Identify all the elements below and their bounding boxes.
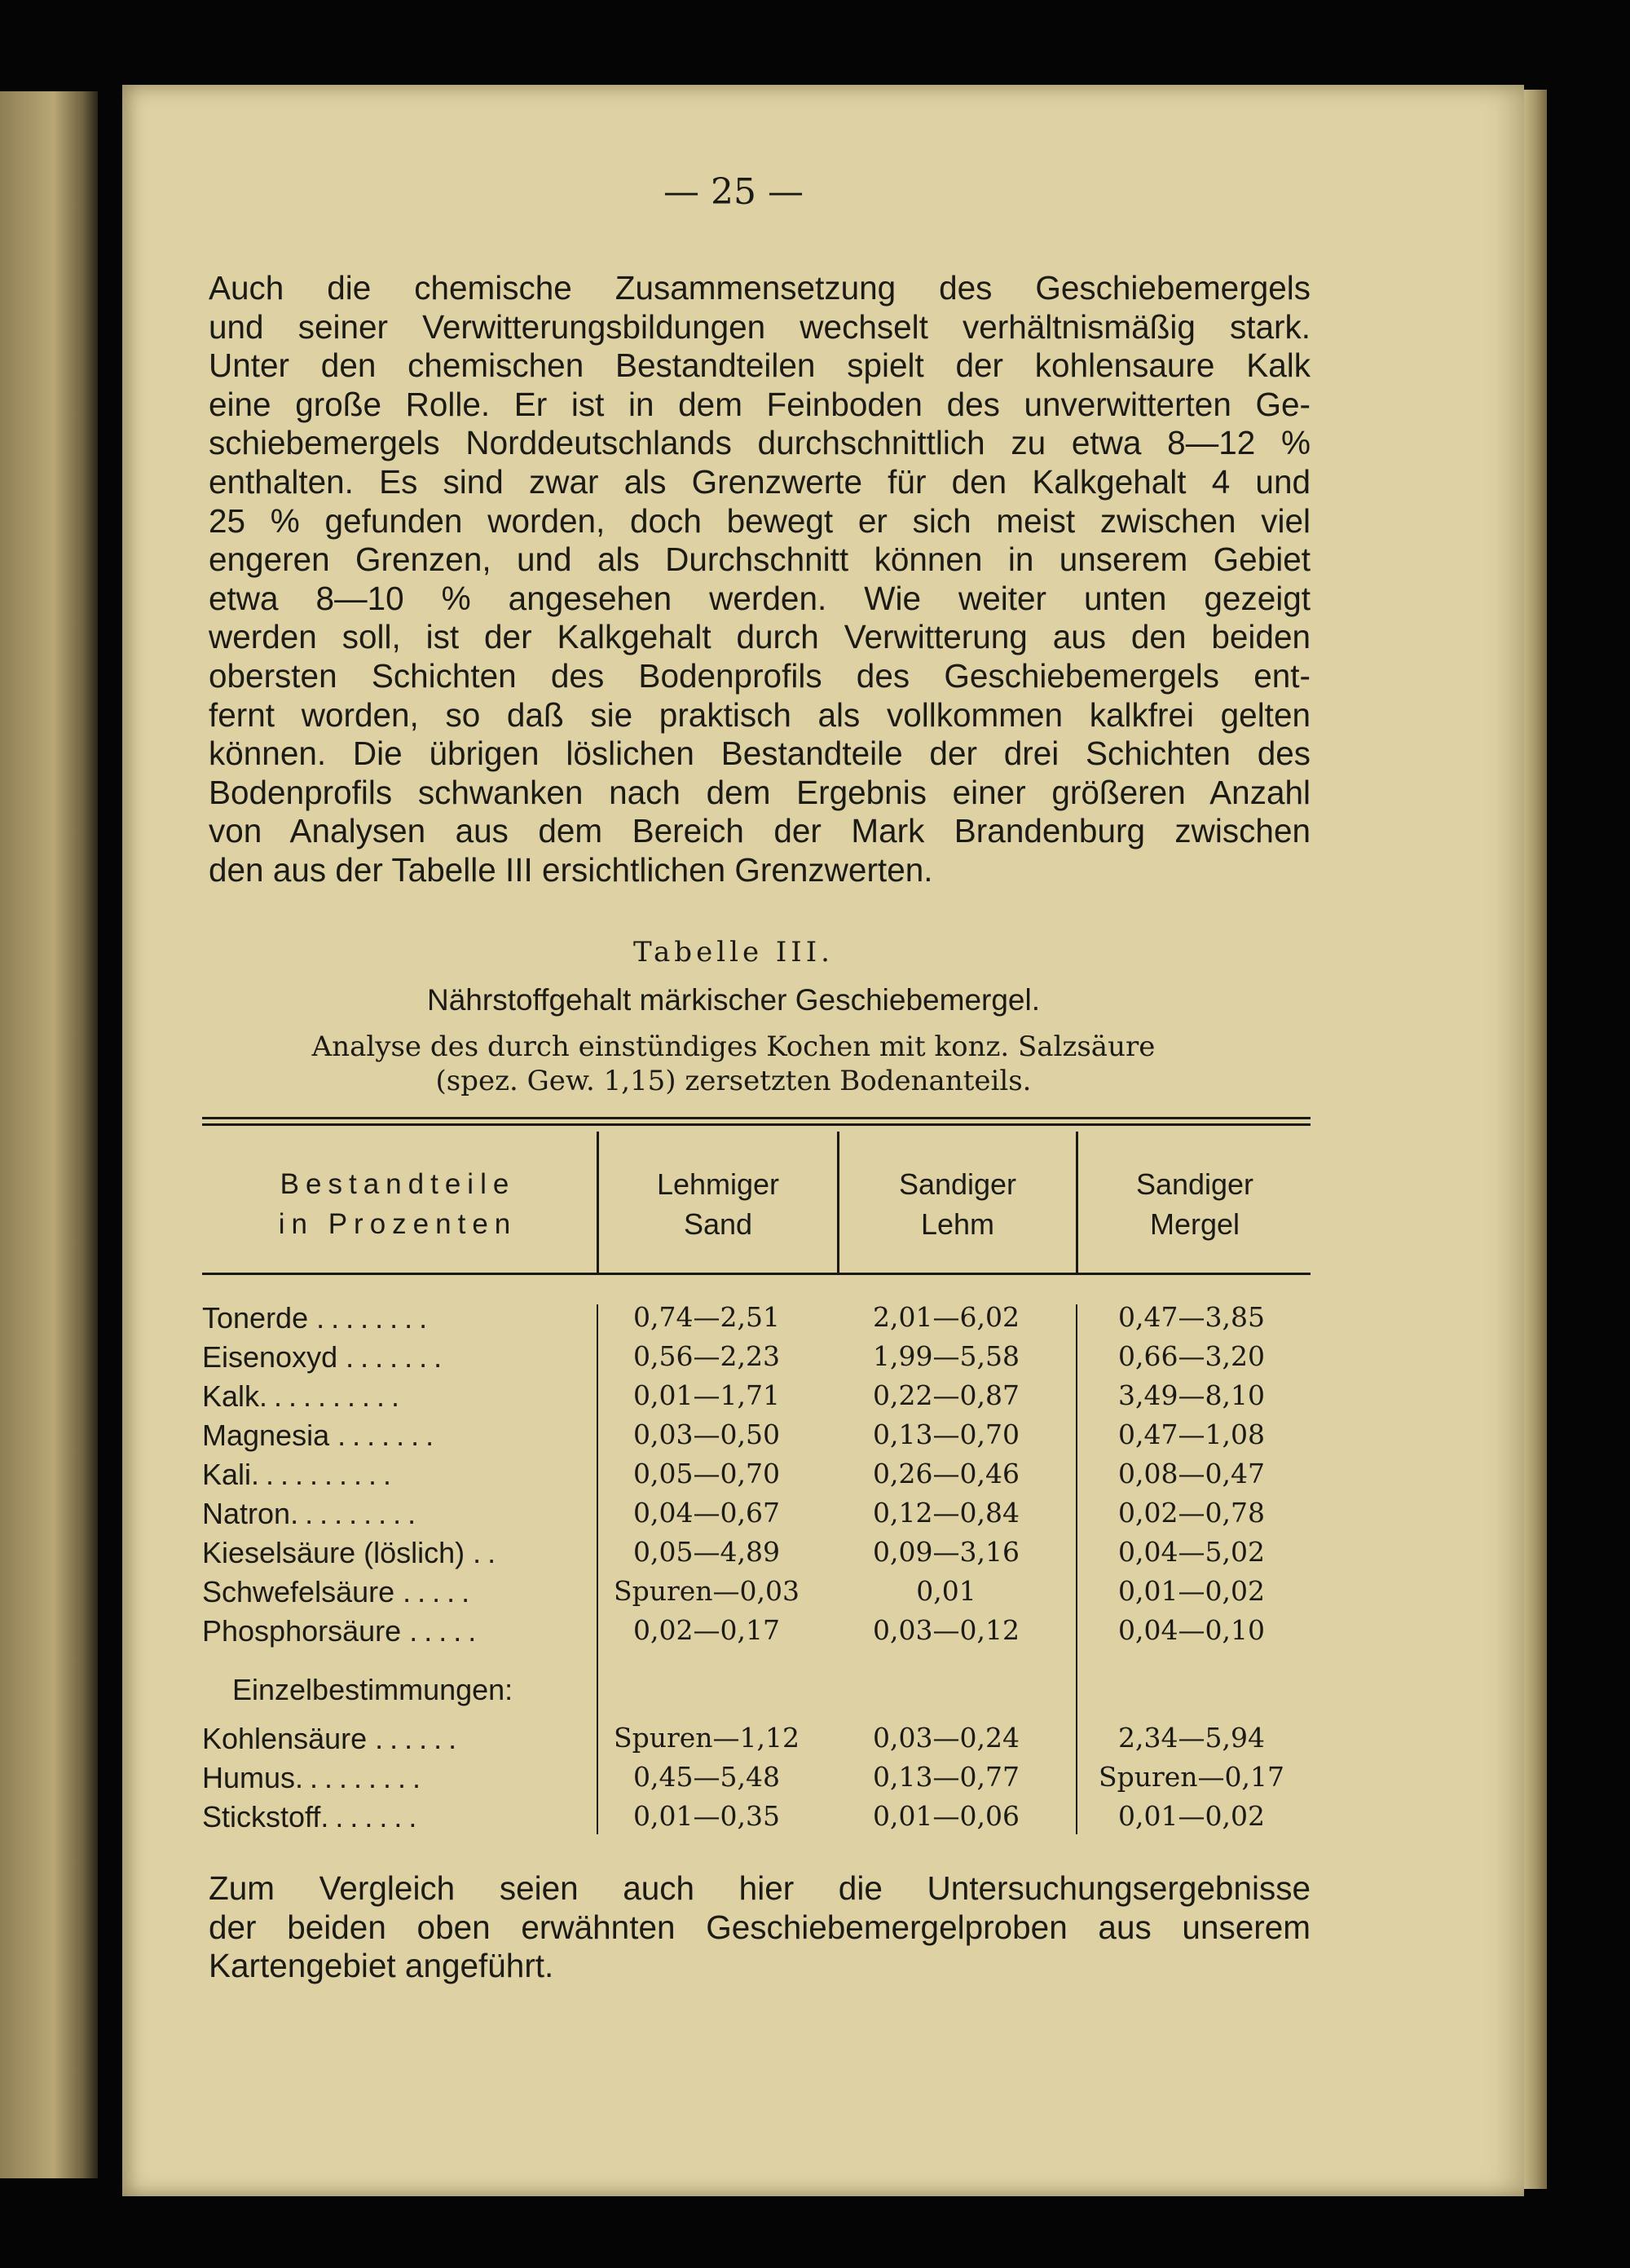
table-row: Tonerde ........ 0,74—2,51 2,01—6,02 0,47—3,85 [202, 1301, 1265, 1335]
text-line: Auch die chemische Zusammensetzung des Geschiebemergels [209, 269, 1311, 307]
table-row: Magnesia ....... 0,03—0,50 0,13—0,70 0,47—1,08 [202, 1419, 1265, 1452]
caption-line: Analyse des durch einstündiges Kochen mit konz. Salzsäure [311, 1030, 1156, 1063]
table-row: Phosphorsäure ..... 0,02—0,17 0,03—0,12 0,04—0,10 [202, 1614, 1265, 1648]
table-caption [244, 1030, 1222, 1098]
text-line: obersten Schichten des Bodenprofils des Geschiebemergels ent- [209, 656, 1311, 695]
text-line: Unter den chemischen Bestandteilen spielt der kohlensaure Kalk [209, 346, 1311, 385]
table-row: Stickstoff....... 0,01—0,35 0,01—0,06 0,01—0,02 [202, 1800, 1265, 1833]
text-line: enthalten. Es sind zwar als Grenzwerte für den Kalkgehalt 4 und [209, 462, 1311, 501]
page-number: — 25 — [663, 171, 804, 213]
text-line: und seiner Verwitterungsbildungen wechselt verhältnismäßig stark. [209, 307, 1311, 346]
table-row: Eisenoxyd ....... 0,56—2,23 1,99—5,58 0,66—3,20 [202, 1340, 1265, 1374]
text-line: fernt worden, so daß sie praktisch als vollkommen kalkfrei gelten [209, 695, 1311, 734]
column-divider [597, 1132, 599, 1273]
column-divider [837, 1132, 839, 1273]
paragraph-1 [209, 269, 1311, 890]
table-row: Kohlensäure ...... Spuren—1,12 0,03—0,24 2,34—5,94 [202, 1722, 1265, 1755]
table-title: Tabelle III. [633, 936, 834, 969]
table-top-rule-double [202, 1123, 1311, 1126]
table-header-rule [202, 1273, 1311, 1275]
table-row: Schwefelsäure ..... Spuren—0,03 0,01 0,01—0,02 [202, 1575, 1265, 1608]
table-top-rule [202, 1117, 1311, 1119]
table-row: Humus......... 0,45—5,48 0,13—0,77 Spuren—0,17 [202, 1761, 1285, 1794]
text-line: 25 % gefunden worden, doch bewegt er sich meist zwischen viel [209, 501, 1311, 540]
text-line: können. Die übrigen löslichen Bestandteile der drei Schichten des [209, 735, 1311, 773]
table-row: Natron......... 0,04—0,67 0,12—0,84 0,02—0,78 [202, 1497, 1265, 1530]
column-header-sandiger-mergel: Sandiger Mergel [1135, 1167, 1254, 1241]
text-line: engeren Grenzen, und als Durchschnitt können in unserem Gebiet [209, 541, 1311, 579]
text-line: den aus der Tabelle III ersichtlichen Grenzwerten. [209, 850, 933, 889]
section-label-einzelbestimmungen: Einzelbestimmungen: [232, 1673, 513, 1706]
text-line: der beiden oben erwähnten Geschiebemergelproben aus unserem [209, 1908, 1311, 1946]
text-line: Zum Vergleich seien auch hier die Untersuchungsergebnisse [209, 1869, 1311, 1907]
text-line: Bodenprofils schwanken nach dem Ergebnis einer größeren Anzahl [209, 773, 1311, 811]
table-row: Kali.......... 0,05—0,70 0,26—0,46 0,08—0,47 [202, 1458, 1265, 1491]
text-line: werden soll, ist der Kalkgehalt durch Verwitterung aus den beiden [209, 618, 1311, 656]
text-line: schiebemergels Norddeutschlands durchschnittlich zu etwa 8—12 % [209, 424, 1311, 462]
table-row: Kalk.......... 0,01—1,71 0,22—0,87 3,49—8,10 [202, 1379, 1265, 1413]
table-subtitle: Nährstoffgehalt märkischer Geschiebemergel. [427, 983, 1040, 1017]
text-line: eine große Rolle. Er ist in dem Feinboden des unverwitterten Ge- [209, 385, 1311, 423]
text-line: Kartengebiet angeführt. [209, 1947, 554, 1985]
text-line: von Analysen aus dem Bereich der Mark Brandenburg zwischen [209, 812, 1311, 850]
text-line: etwa 8—10 % angesehen werden. Wie weiter unten gezeigt [209, 579, 1311, 617]
column-header-lehmiger-sand: Lehmiger Sand [656, 1167, 780, 1241]
column-header-sandiger-lehm: Sandiger Lehm [898, 1167, 1017, 1241]
paragraph-2 [209, 1869, 1311, 1986]
column-divider [1076, 1132, 1078, 1273]
page-stack-edge [1524, 90, 1547, 2189]
left-page-edge [0, 91, 98, 2178]
column-header-bestandteile: Bestandteile in Prozenten [278, 1168, 518, 1240]
table-row: Kieselsäure (löslich) .. 0,05—4,89 0,09—3,16 0,04—5,02 [202, 1536, 1265, 1569]
caption-line: (spez. Gew. 1,15) zersetzten Bodenanteils. [435, 1065, 1032, 1097]
